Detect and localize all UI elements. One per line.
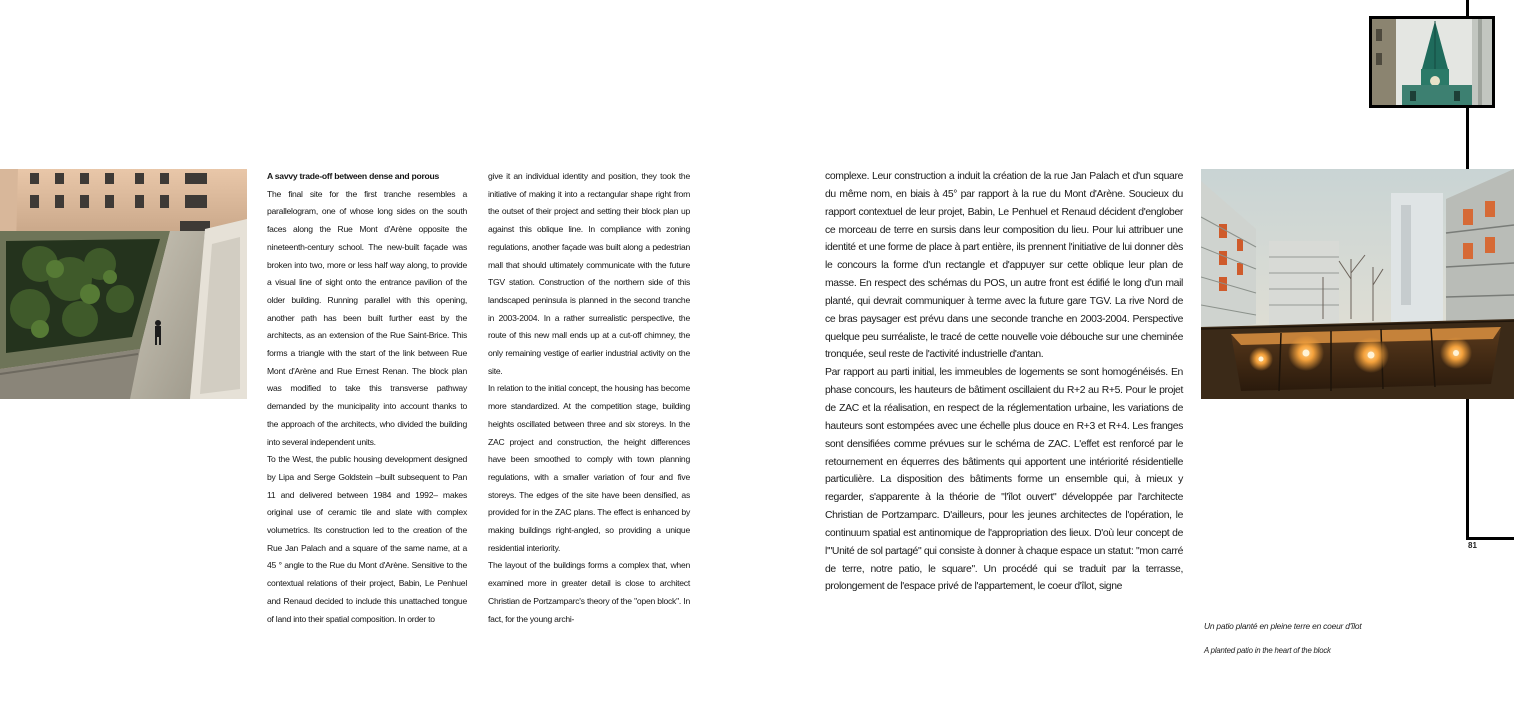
church-spire-illustration (1372, 19, 1492, 105)
church-spire-photo (1369, 16, 1495, 108)
courtyard-aerial-illustration (0, 169, 247, 399)
courtyard-aerial-photo (0, 169, 247, 399)
section-heading: A savvy trade-off between dense and porous (267, 171, 440, 181)
vertical-rule (1466, 108, 1469, 169)
vertical-rule-lower (1466, 399, 1469, 540)
caption-french: Un patio planté en pleine terre en coeur d'îlot (1204, 621, 1362, 631)
paragraph: The layout of the buildings forms a complex that, when examined more in greater detail is close to architect Christian de Portzamparc's theory of the "open block". In fact, for the young archi- (488, 560, 690, 624)
page-number: 81 (1468, 541, 1477, 550)
illuminated-patio-illustration (1201, 169, 1514, 399)
vertical-rule-top (1466, 0, 1469, 16)
french-column (825, 168, 1183, 596)
paragraph: The final site for the first tranche resembles a parallelogram, one of whose long sides on the south faces along the Rue Mont d'Arène opposite the nineteenth-century school. The new-built façade was broken into two, more or less half way along, to provide a visual line of sight onto the entrance pavilion of the older building. Running parallel with this opening, another path has been built further east by the architects, as an extension of the Rue Saint-Brice. This forms a triangle with the start of the link between Rue Mont d'Arène and Rue Ernest Renan. The block plan was modified to take this transverse pathway demanded by the municipality into account thanks to the approach of the architects, who divided the building into several independent units. (267, 188, 467, 447)
paragraph: Par rapport au parti initial, les immeubles de logements se sont homogénéisés. En phase concours, les hauteurs de bâtiment oscillaient du R+2 au R+5. Pour le projet de ZAC et la réalisation, en respect de la réglementation urbaine, les variations de hauteurs sont estompées avec une échelle plus douce en R+3 et R+4. Les franges sont densifiées comme prévues sur le schéma de ZAC. L'effet est renforcé par le retournement en équerres des bâtiments qui apportent une intériorité résidentielle particulière. La disposition des bâtiments forme un ensemble qui, à mieux y regarder, s'apparente à la théorie de "l'îlot ouvert" développée par l'architecte Christian de Portzamparc. D'ailleurs, pour les jeunes architectes de l'opération, le continuum spatial est antinomique de l'appropriation des lieux. D'où leur concept de l'"Unité de sol partagé" qui consiste à donner à chaque espace un statut: "mon carré de terre, notre patio, le square". Un procédé qui se traduit par la terrasse, prolongement de l'espace privé de l'appartement, le coeur d'îlot, signe (825, 367, 1183, 593)
english-column-2 (488, 168, 690, 628)
caption-english: A planted patio in the heart of the block (1204, 646, 1331, 655)
illuminated-patio-photo (1201, 169, 1514, 399)
paragraph: To the West, the public housing development designed by Lipa and Serge Goldstein –built subsequent to Pan 11 and delivered between 1984 and 1992– makes original use of ceramic tile and slate with complex volumetrics. Its construction led to the creation of the Rue Jan Palach and a square of the same name, at a 45 ° angle to the Rue du Mont d'Arène. Sensitive to the contextual relations of their project, Babin, Le Penhuel and Renaud decided to include this unattached tongue of land into their spatial composition. In order to (267, 454, 467, 624)
paragraph: complexe. Leur construction a induit la création de la rue Jan Palach et d'un square du même nom, en biais à 45° par rapport à la rue du Mont d'Arène. Soucieux du rapport contextuel de leur projet, Babin, Le Penhuel et Renaud décident d'englober ce morceau de terre en sursis dans leur composition du lieu. Pour lui attribuer une identité et une forme de place à part entière, ils prennent l'initiative de lui donner dès le concours la forme d'un rectangle et d'appuyer sur cette oblique leur plan de masse. En respect des schémas du POS, un autre front est édifié le long d'un mail planté, qui devrait communiquer à terme avec la future gare TGV. La rive Nord de ce bras paysager est prévu dans une seconde tranche en 2003-2004. Perspective quelque peu surréaliste, le tracé de cette nouvelle voie débouche sur une cheminée tronquée, seul reste de l'activité industrielle d'antan. (825, 171, 1183, 361)
paragraph: give it an individual identity and position, they took the initiative of making it into a rectangular shape right from the outset of their project and setting their block plan up against this oblique line. In compliance with zoning regulations, another façade was built along a pedestrian mall that should ultimately communicate with the future TGV station. Construction of the northern side of this landscaped peninsula is planned in the second tranche in 2003-2004. In a rather surrealistic perspective, the route of this new mall ends up at a cut-off chimney, the only remaining vestige of earlier industrial activity on the site. (488, 171, 690, 376)
english-column-1 (267, 168, 467, 628)
horizontal-rule (1466, 537, 1514, 540)
paragraph: In relation to the initial concept, the housing has become more standardized. At the competition stage, building heights oscillated between three and six storeys. In the ZAC project and construction, the height differences have been smoothed to comply with town planning regulations, with a smaller variation of four and five storeys. The edges of the site have been densified, as provided for in the ZAC plans. The effect is enhanced by making buildings right-angled, so providing a unique residential interiority. (488, 383, 690, 553)
